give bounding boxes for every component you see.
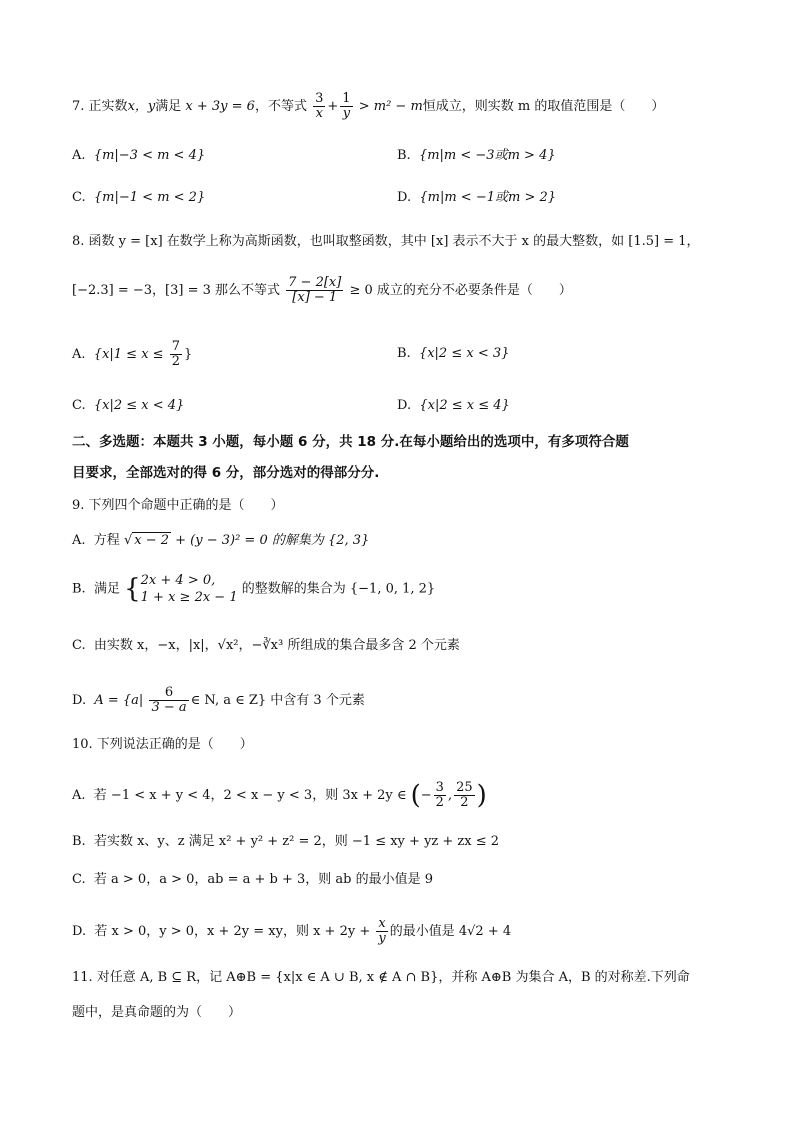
q7-option-c: C. {m|−1 < m < 2} xyxy=(72,190,206,205)
q10-option-b: B. 若实数 x、y、z 满足 x² + y² + z² = 2，则 −1 ≤ xy + yz + zx ≤ 2 xyxy=(72,834,500,849)
q7-frac-1-over-y: $\frac{1}{y}$ xyxy=(342,91,351,121)
q10-stem: 10. 下列说法正确的是（ ） xyxy=(72,737,253,752)
q8-option-c: C. {x|2 ≤ x < 4} xyxy=(72,398,185,413)
q9-option-d: D. A = {a| $\frac{6}{3 - a}$ ∈ N, a ∈ Z} 中含有 3 个元素 xyxy=(72,685,365,715)
q8-stem-line2: [−2.3] = −3，[3] = 3 那么不等式 $\frac{7 - 2[x]}{[x] - 1}$ ≥ 0 成立的充分不必要条件是（ ） xyxy=(72,275,572,305)
q8-fraction: $\frac{7 - 2[x]}{[x] - 1}$ xyxy=(288,275,342,305)
q7-option-a: A. {m|−3 < m < 4} xyxy=(72,148,206,163)
q9-option-a: A. 方程 √ x − 2 + (y − 3)² = 0 的解集为 {2, 3} xyxy=(72,533,370,548)
q8-option-b: B. {x|2 ≤ x < 3} xyxy=(397,346,510,361)
q7-frac-3-over-x: $\frac{3}{x}$ xyxy=(315,91,324,121)
q7-stem: 7. 正实数x，y满足 x + 3y = 6，不等式 $\frac{3}{x}$ + $\frac{1}{y}$ > m² − m恒成立，则实数 m 的取值范围是（ ） xyxy=(72,91,665,121)
q7-option-b: B. {m|m < −3或m > 4} xyxy=(397,148,556,163)
q11-stem-line1: 11. 对任意 A, B ⊆ R，记 A⊕B = {x|x ∈ A ∪ B, x ∉ A ∩ B}，并称 A⊕B 为集合 A，B 的对称差.下列命 xyxy=(72,970,690,985)
q9-option-c: C. 由实数 x，−x，|x|，√x²，−∛x³ 所组成的集合最多含 2 个元素 xyxy=(72,638,460,653)
q10-option-a: A. 若 −1 < x + y < 4，2 < x − y < 3，则 3x + 2y ∈ (− $\frac{3}{2}$ , $\frac{25}{2}$ ) xyxy=(72,780,487,811)
q8-option-a: A. {x|1 ≤ x ≤ $\frac{7}{2}$ } xyxy=(72,339,193,369)
q8-option-d: D. {x|2 ≤ x ≤ 4} xyxy=(397,398,510,413)
section-heading-line2: 目要求，全部选对的得 6 分，部分选对的得部分分. xyxy=(72,465,380,481)
q8-stem-line1: 8. 函数 y = [x] 在数学上称为高斯函数，也叫取整函数，其中 [x] 表示不大于 x 的最大整数，如 [1.5] = 1， xyxy=(72,234,700,249)
q7-option-d: D. {m|m < −1或m > 2} xyxy=(397,190,557,205)
q11-stem-line2: 题中，是真命题的为（ ） xyxy=(72,1005,242,1020)
q9-stem: 9. 下列四个命题中正确的是（ ） xyxy=(72,498,284,513)
q10-option-c: C. 若 a > 0，a > 0，ab = a + b + 3，则 ab 的最小值是 9 xyxy=(72,872,434,887)
q10-option-d: D. 若 x > 0，y > 0，x + 2y = xy，则 x + 2y + $\frac{x}{y}$ 的最小值是 4√2 + 4 xyxy=(72,916,512,946)
section-heading-line1: 二、多选题：本题共 3 小题，每小题 6 分，共 18 分.在每小题给出的选项中，有多项符合题 xyxy=(72,434,629,450)
q9-option-b: B. 满足 {2x + 4 > 0, 1 + x ≥ 2x − 1 的整数解的集合为 {−1, 0, 1, 2} xyxy=(72,573,436,605)
